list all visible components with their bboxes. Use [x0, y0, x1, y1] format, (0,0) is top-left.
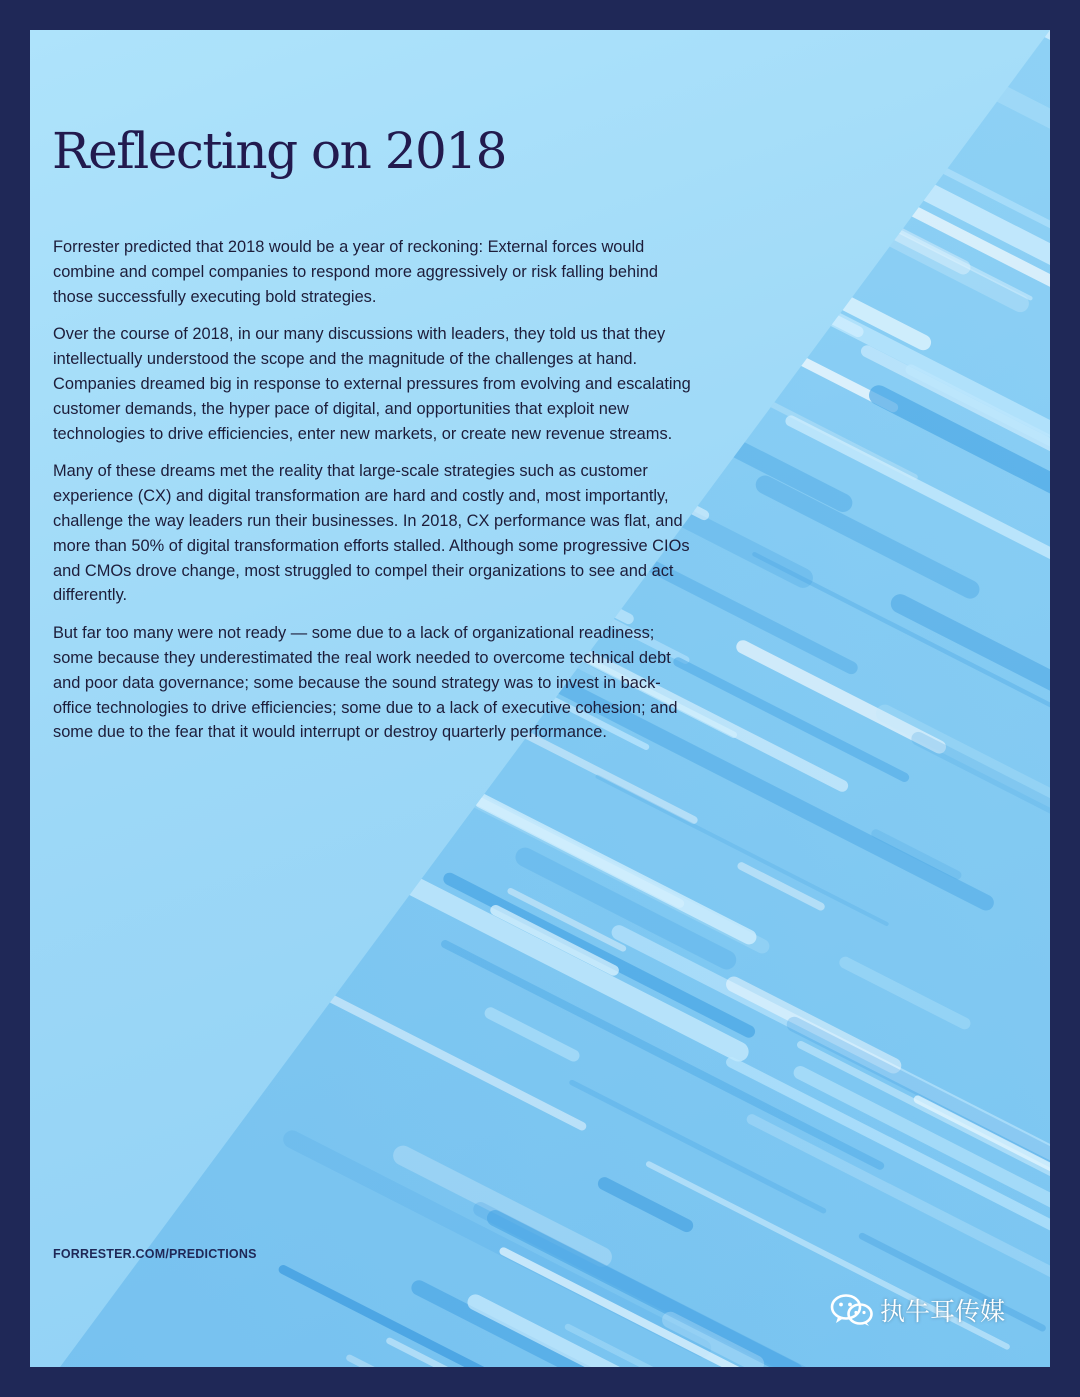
paragraph-3: Many of these dreams met the reality that large-scale strategies such as customer experience (CX) and digital transformation are hard and costly and, most importantly, challenge the way leaders run their businesses. In 2018, CX performance was flat, and more than 50% of digital transformation efforts stalled. Although some progressive CIOs and CMOs drove change, most struggled to compel their organizations to see and act differently. — [53, 462, 690, 605]
body-text — [53, 235, 693, 758]
paragraph-2: Over the course of 2018, in our many discussions with leaders, they told us that they intellectually understood the scope and the magnitude of the challenges at hand. Companies dreamed big in response to external pressures from evolving and escalating customer demands, the hyper pace of digital, and opportunities that exploit new technologies to drive efficiencies, enter new markets, or create new revenue streams. — [53, 325, 691, 443]
paragraph-4: But far too many were not ready — some due to a lack of organizational readiness; some because they underestimated the real work needed to overcome technical debt and poor data governance; some because the sound strategy was to invest in back-office technologies to drive efficiencies; some due to a lack of executive cohesion; and some due to the fear that it would interrupt or destroy quarterly performance. — [53, 624, 678, 742]
light-streak — [595, 30, 759, 50]
light-streak — [326, 30, 641, 114]
document-page — [30, 30, 1050, 1367]
light-streak — [562, 91, 768, 201]
paragraph-1: Forrester predicted that 2018 would be a year of reckoning: External forces would combine and compel companies to respond more aggressively or risk falling behind those successfully executing bold strategies. — [53, 238, 658, 306]
light-streak — [487, 30, 646, 103]
wechat-icon — [830, 1293, 874, 1327]
footer-predictions-link[interactable]: FORRESTER.COM/PREDICTIONS — [53, 1247, 257, 1261]
light-streak — [334, 59, 441, 121]
watermark — [830, 1292, 1005, 1328]
page-title: Reflecting on 2018 — [52, 122, 506, 180]
watermark-text: 执牛耳传媒 — [880, 1297, 1006, 1326]
light-streak — [486, 80, 775, 235]
light-streak — [454, 30, 622, 95]
